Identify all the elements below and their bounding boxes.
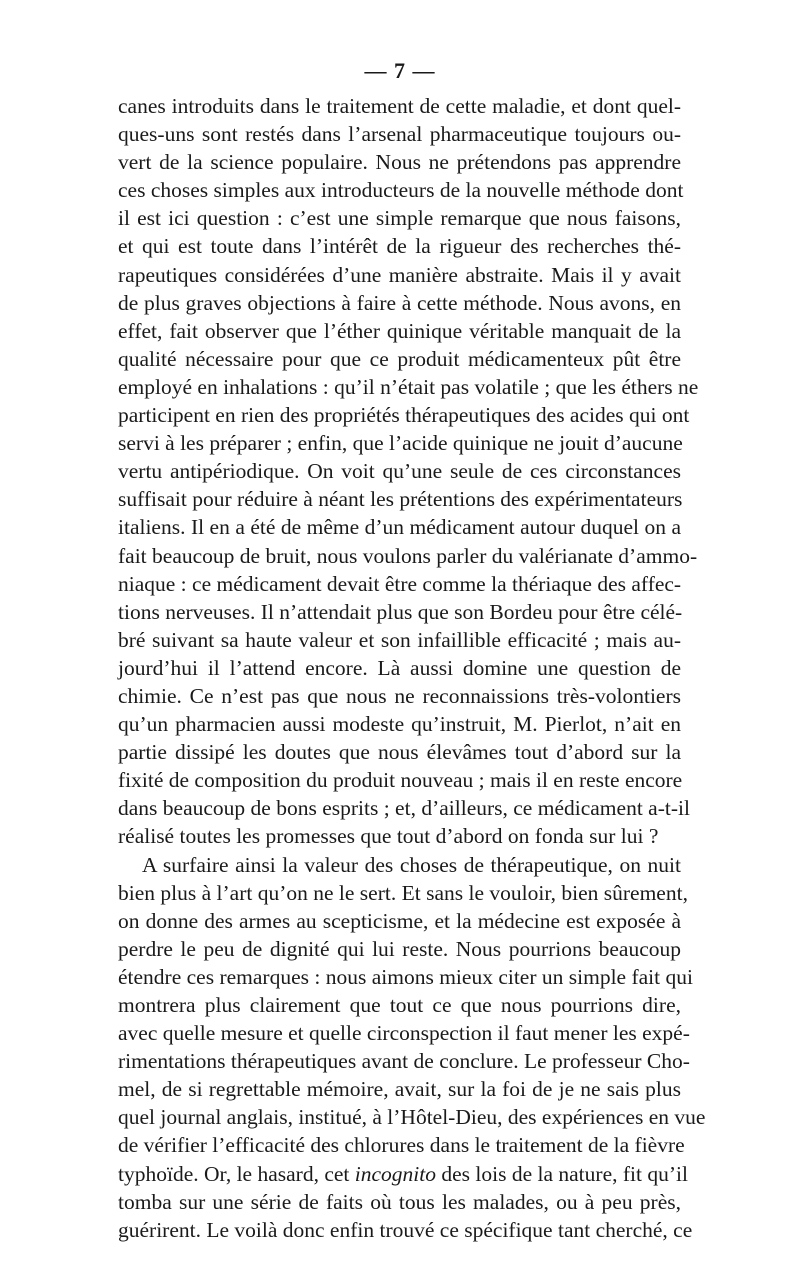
text-line: employé en inhalations : qu’il n’était pas volatile ; que les éthers ne xyxy=(118,374,699,399)
text-line: guérirent. Le voilà donc enfin trouvé ce spécifique tant cherché, ce xyxy=(118,1217,693,1242)
text-segment: typhoïde. Or, le hasard, cet xyxy=(118,1161,355,1186)
text-line: perdre le peu de dignité qui lui reste. Nous pourrions beaucoup xyxy=(118,936,681,961)
text-segment: des lois de la nature, fit qu’il xyxy=(435,1161,688,1186)
text-line: de plus graves objections à faire à cette méthode. Nous avons, en xyxy=(118,290,681,315)
text-line: avec quelle mesure et quelle circonspection il faut mener les expé- xyxy=(118,1021,690,1046)
text-line: il est ici question : c’est une simple remarque que nous faisons, xyxy=(118,206,681,231)
text-line: ques-uns sont restés dans l’arsenal pharmaceutique toujours ou- xyxy=(118,122,681,147)
text-line: vert de la science populaire. Nous ne prétendons pas apprendre xyxy=(118,150,681,175)
text-line: dans beaucoup de bons esprits ; et, d’ailleurs, ce médicament a-t-il xyxy=(118,796,690,821)
text-line: tomba sur une série de faits où tous les malades, ou à peu près, xyxy=(118,1189,681,1214)
text-line xyxy=(118,1160,688,1188)
text-line: rapeutiques considérées d’une manière abstraite. Mais il y avait xyxy=(118,262,681,287)
text-line: canes introduits dans le traitement de cette maladie, et dont quel- xyxy=(118,94,681,118)
text-line: montrera plus clairement que tout ce que nous pourrions dire, xyxy=(118,993,681,1017)
text-line: participent en rien des propriétés thérapeutiques des acides qui ont xyxy=(118,403,690,428)
text-line: fait beaucoup de bruit, nous voulons parler du valérianate d’ammo- xyxy=(118,543,698,568)
text-line: bré suivant sa haute valeur et son infaillible efficacité ; mais au- xyxy=(118,627,681,652)
text-line: mel, de si regrettable mémoire, avait, sur la foi de je ne sais plus xyxy=(118,1077,681,1102)
text-line: jourd’hui il l’attend encore. Là aussi domine une question de xyxy=(118,655,681,680)
body-text xyxy=(118,92,706,1244)
text-line: chimie. Ce n’est pas que nous ne reconnaissions très-volontiers xyxy=(118,683,681,708)
text-line: vertu antipériodique. On voit qu’une seule de ces circonstances xyxy=(118,459,681,484)
text-line: on donne des armes au scepticisme, et la médecine est exposée à xyxy=(118,908,681,933)
text-line: italiens. Il en a été de même d’un médicament autour duquel on a xyxy=(118,515,681,540)
text-line: A surfaire ainsi la valeur des choses de thérapeutique, on nuit xyxy=(142,852,681,877)
text-line: partie dissipé les doutes que nous élevâmes tout d’abord sur la xyxy=(118,740,681,765)
text-line: réalisé toutes les promesses que tout d’abord on fonda sur lui ? xyxy=(118,824,659,849)
text-line: de vérifier l’efficacité des chlorures dans le traitement de la fièvre xyxy=(118,1133,685,1158)
text-line: et qui est toute dans l’intérêt de la rigueur des recherches thé- xyxy=(118,234,681,259)
text-line: niaque : ce médicament devait être comme la thériaque des affec- xyxy=(118,571,682,596)
text-line: fixité de composition du produit nouveau ; mais il en reste encore xyxy=(118,768,683,793)
text-line: effet, fait observer que l’éther quinique véritable manquait de la xyxy=(118,318,681,343)
page-number: — 7 — xyxy=(364,58,436,83)
text-line: étendre ces remarques : nous aimons mieux citer un simple fait qui xyxy=(118,964,693,989)
text-line: qu’un pharmacien aussi modeste qu’instruit, M. Pierlot, n’ait en xyxy=(118,712,681,737)
text-line: tions nerveuses. Il n’attendait plus que son Bordeu pour être célé- xyxy=(118,599,683,624)
text-line: bien plus à l’art qu’on ne le sert. Et sans le vouloir, bien sûrement, xyxy=(118,880,688,905)
text-line: rimentations thérapeutiques avant de conclure. Le professeur Cho- xyxy=(118,1049,690,1074)
text-line: quel journal anglais, institué, à l’Hôtel-Dieu, des expériences en vue xyxy=(118,1105,706,1130)
text-line: servi à les préparer ; enfin, que l’acide quinique ne jouit d’aucune xyxy=(118,431,683,456)
text-line: suffisait pour réduire à néant les prétentions des expérimentateurs xyxy=(118,487,683,512)
italic-word: incognito xyxy=(354,1161,436,1186)
text-line: ces choses simples aux introducteurs de la nouvelle méthode dont xyxy=(118,178,684,203)
text-line: qualité nécessaire pour que ce produit médicamenteux pût être xyxy=(118,346,681,371)
